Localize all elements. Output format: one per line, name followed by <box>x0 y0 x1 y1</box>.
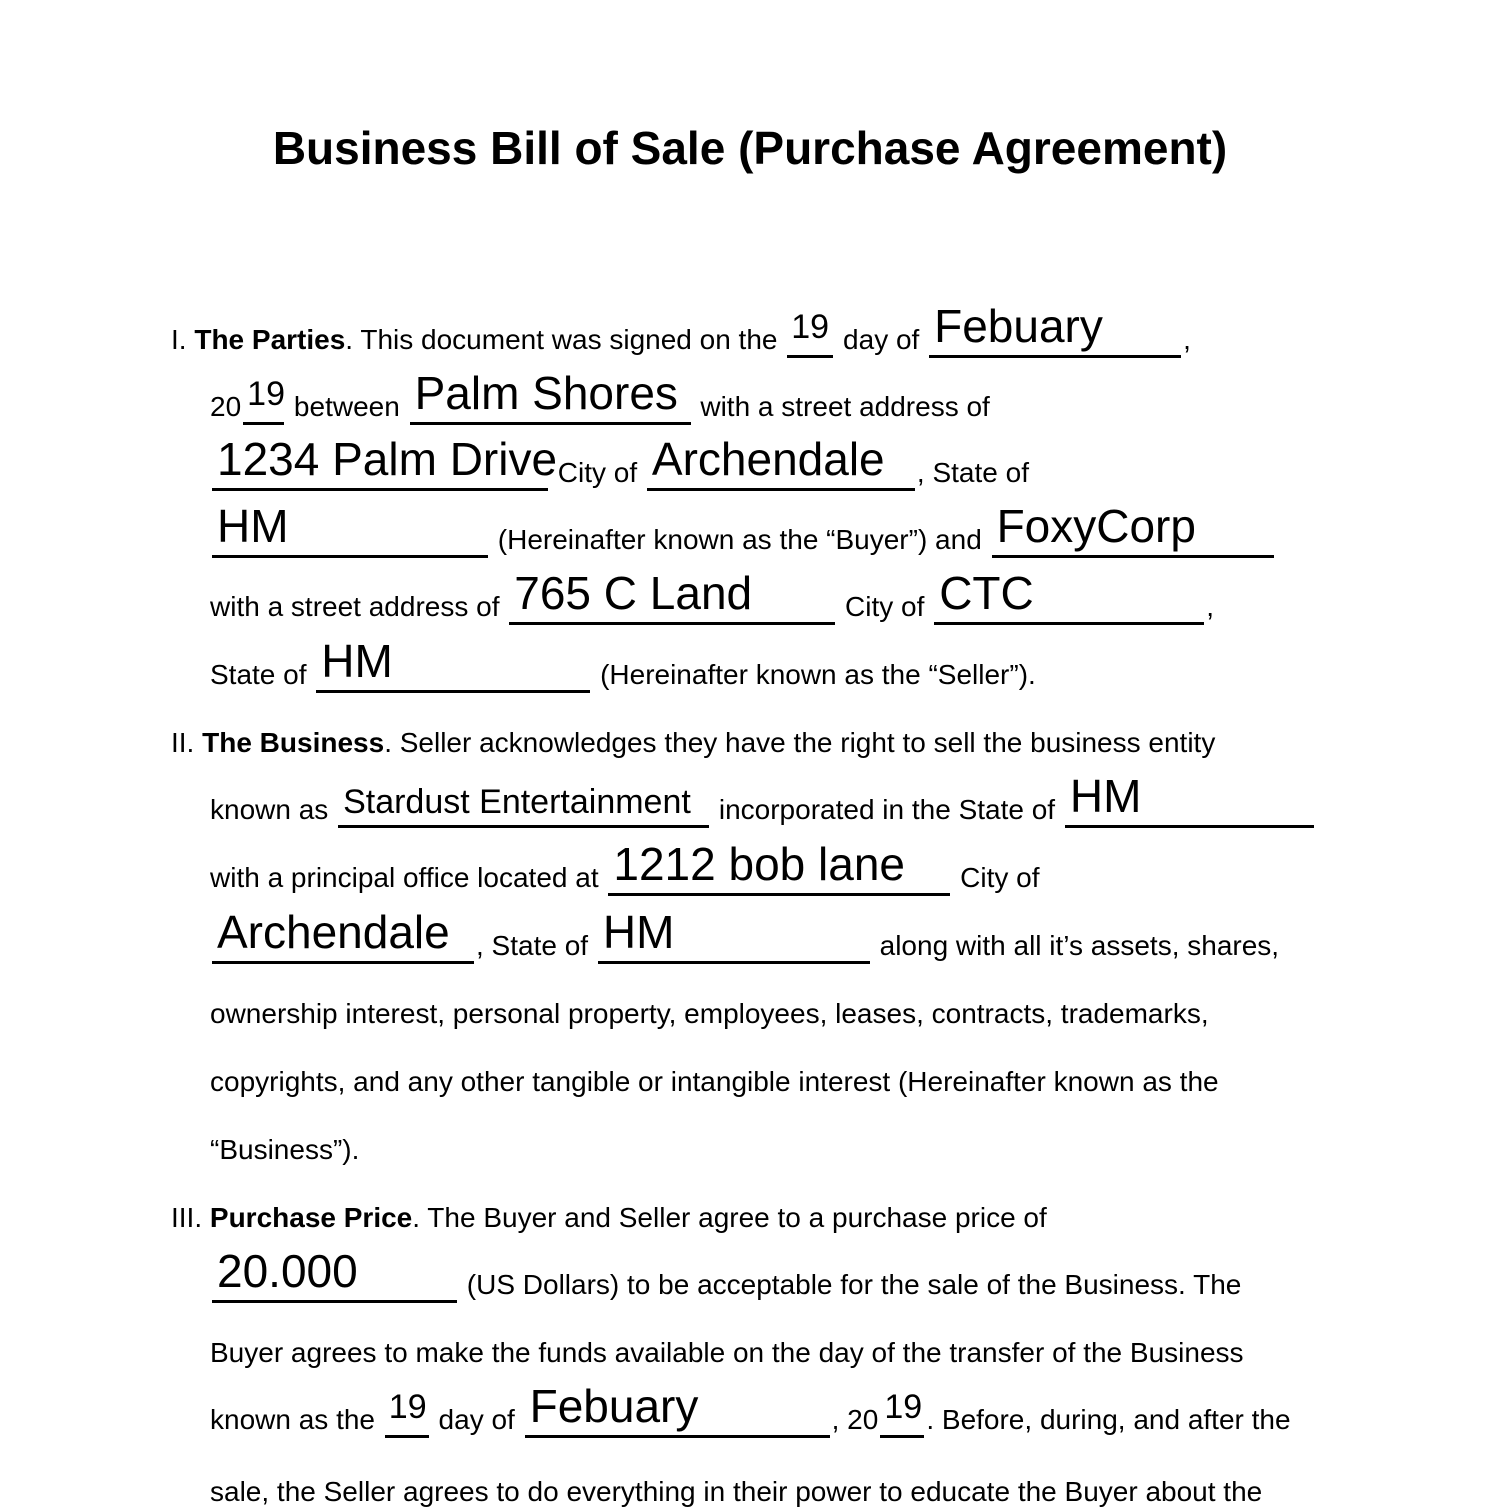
body-text: City of <box>952 862 1040 893</box>
form-field-blank[interactable] <box>647 433 915 491</box>
body-text: with a principal office located at <box>210 862 607 893</box>
form-field-blank[interactable] <box>934 567 1204 625</box>
document-line <box>210 1065 1219 1099</box>
body-text: sale, the Seller agrees to do everything in their power to educate the Buyer about the <box>210 1476 1263 1507</box>
form-field-value: 19 <box>247 375 285 413</box>
form-field-value: Archendale <box>217 906 450 958</box>
document-line <box>210 1245 1242 1302</box>
document-line <box>171 1201 1047 1235</box>
body-text: , State of <box>476 930 596 961</box>
body-text: 20 <box>210 391 242 422</box>
body-text: ownership interest, personal property, employees, leases, contracts, trademarks, <box>210 998 1209 1029</box>
form-field-blank[interactable] <box>880 1388 924 1438</box>
body-text: City of <box>550 457 645 488</box>
document-line <box>210 567 1214 624</box>
body-text: (Hereinafter known as the “Seller”). <box>592 659 1036 690</box>
document-line <box>210 838 1040 895</box>
body-text: City of <box>837 591 933 622</box>
document-title: Business Bill of Sale (Purchase Agreement) <box>272 122 1228 174</box>
form-field-blank[interactable] <box>385 1388 429 1438</box>
body-text: Buyer agrees to make the funds available on the day of the transfer of the Business <box>210 1337 1244 1368</box>
body-text: (US Dollars) to be acceptable for the sale of the Business. The <box>459 1269 1242 1300</box>
document-line <box>210 997 1209 1031</box>
document-line <box>210 367 990 424</box>
form-field-value: Stardust Entertainment <box>343 783 691 821</box>
document-line <box>210 1475 1262 1509</box>
form-field-blank[interactable] <box>212 1245 457 1303</box>
form-field-blank[interactable] <box>410 367 691 425</box>
body-text: State of <box>210 659 315 690</box>
form-field-value: HM <box>321 635 393 687</box>
form-field-value: HM <box>1069 770 1142 822</box>
form-field-blank[interactable] <box>212 433 558 491</box>
form-field-value: 19 <box>884 1388 923 1426</box>
document-line <box>210 1336 1244 1370</box>
body-text: with a street address of <box>692 391 990 422</box>
section-label: The Business <box>202 727 385 758</box>
body-text: between <box>286 391 408 422</box>
form-field-value: FoxyCorp <box>996 500 1196 552</box>
document-line <box>210 1380 1291 1437</box>
body-text: known as <box>210 794 337 825</box>
document-line <box>210 906 1280 963</box>
body-text: along with all it’s assets, shares, <box>871 930 1280 961</box>
body-text: day of <box>835 324 928 355</box>
body-text: III. <box>171 1202 210 1233</box>
form-field-value: 19 <box>388 1388 427 1426</box>
form-field-blank[interactable] <box>338 783 709 828</box>
document-line <box>210 770 1316 827</box>
form-field-value: 1234 Palm Drive <box>217 433 558 485</box>
body-text: , State of <box>916 457 1029 488</box>
body-text: , <box>1183 324 1191 355</box>
body-text: . This document was signed on the <box>345 324 786 355</box>
body-text: , <box>1206 591 1214 622</box>
form-field-value: 19 <box>791 308 830 346</box>
form-field-value: Palm Shores <box>414 367 678 419</box>
form-field-blank[interactable] <box>212 500 488 558</box>
form-field-blank[interactable] <box>598 906 870 964</box>
document-line <box>210 433 1029 490</box>
form-field-blank[interactable] <box>525 1380 830 1438</box>
document-line <box>171 300 1191 357</box>
body-text: . The Buyer and Seller agree to a purchase price of <box>412 1202 1047 1233</box>
body-text: known as the <box>210 1404 383 1435</box>
form-field-blank[interactable] <box>243 375 285 425</box>
form-field-blank[interactable] <box>608 838 950 896</box>
body-text: “Business”). <box>210 1134 360 1165</box>
body-text: copyrights, and any other tangible or intangible interest (Hereinafter known as the <box>210 1066 1219 1097</box>
form-field-value: Febuary <box>529 1380 699 1432</box>
form-field-value: HM <box>217 500 289 552</box>
body-text: . Before, during, and after the <box>926 1404 1291 1435</box>
form-field-blank[interactable] <box>316 635 590 693</box>
section-label: Purchase Price <box>209 1202 413 1233</box>
form-field-blank[interactable] <box>509 567 835 625</box>
body-text: day of <box>430 1404 523 1435</box>
body-text: with a street address of <box>210 591 508 622</box>
form-field-blank[interactable] <box>1065 770 1314 828</box>
document-line <box>210 1133 359 1167</box>
document-line <box>210 635 1036 692</box>
body-text: I. <box>171 324 195 355</box>
form-field-blank[interactable] <box>212 906 474 964</box>
body-text: II. <box>171 727 203 758</box>
body-text: , 20 <box>831 1404 879 1435</box>
section-label: The Parties <box>194 324 346 355</box>
form-field-value: CTC <box>939 567 1034 619</box>
body-text: (Hereinafter known as the “Buyer”) and <box>490 524 990 555</box>
form-field-value: Febuary <box>934 300 1103 352</box>
form-field-blank[interactable] <box>787 308 833 358</box>
form-field-value: 20.000 <box>217 1245 358 1297</box>
form-field-blank[interactable] <box>992 500 1274 558</box>
form-field-value: 765 C Land <box>514 567 753 619</box>
form-field-value: 1212 bob lane <box>613 838 905 890</box>
document-line <box>171 726 1215 760</box>
document-line <box>210 500 1276 557</box>
form-field-value: Archendale <box>651 433 885 485</box>
form-field-value: HM <box>602 906 675 958</box>
form-field-blank[interactable] <box>929 300 1181 358</box>
body-text: incorporated in the State of <box>711 794 1063 825</box>
body-text: . Seller acknowledges they have the right to sell the business entity <box>384 727 1216 758</box>
